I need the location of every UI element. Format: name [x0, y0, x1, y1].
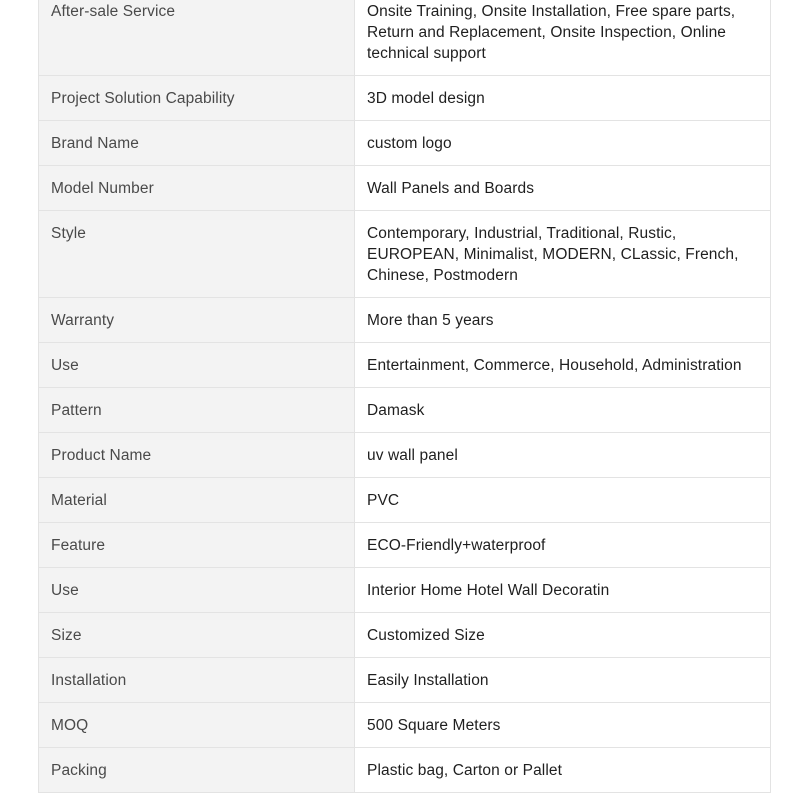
spec-value: Contemporary, Industrial, Traditional, Rustic, EUROPEAN, Minimalist, MODERN, CLassic, French, Chinese, Postmodern	[355, 211, 771, 298]
spec-row	[39, 211, 771, 298]
spec-label: Pattern	[39, 388, 355, 433]
spec-value: Interior Home Hotel Wall Decoratin	[355, 568, 771, 613]
spec-value: Customized Size	[355, 613, 771, 658]
spec-label: Feature	[39, 523, 355, 568]
spec-value: More than 5 years	[355, 298, 771, 343]
spec-label: Installation	[39, 658, 355, 703]
spec-value: uv wall panel	[355, 433, 771, 478]
spec-label: Use	[39, 568, 355, 613]
spec-row	[39, 343, 771, 388]
spec-row	[39, 568, 771, 613]
spec-label: Packing	[39, 748, 355, 793]
spec-label: Style	[39, 211, 355, 298]
spec-label: Brand Name	[39, 121, 355, 166]
spec-label: Project Solution Capability	[39, 76, 355, 121]
product-spec-table	[38, 0, 771, 793]
spec-label: Product Name	[39, 433, 355, 478]
spec-label: MOQ	[39, 703, 355, 748]
spec-value: 500 Square Meters	[355, 703, 771, 748]
spec-value: Plastic bag, Carton or Pallet	[355, 748, 771, 793]
spec-label: Material	[39, 478, 355, 523]
spec-value: 3D model design	[355, 76, 771, 121]
spec-label: Use	[39, 343, 355, 388]
spec-label: Size	[39, 613, 355, 658]
spec-value: Easily Installation	[355, 658, 771, 703]
spec-value: Wall Panels and Boards	[355, 166, 771, 211]
spec-label: Warranty	[39, 298, 355, 343]
spec-row	[39, 613, 771, 658]
spec-row	[39, 0, 771, 76]
spec-row	[39, 298, 771, 343]
spec-row	[39, 748, 771, 793]
spec-row	[39, 523, 771, 568]
spec-row	[39, 433, 771, 478]
spec-label: Model Number	[39, 166, 355, 211]
spec-value: Entertainment, Commerce, Household, Administration	[355, 343, 771, 388]
spec-label: After-sale Service	[39, 0, 355, 76]
spec-value: Onsite Training, Onsite Installation, Free spare parts, Return and Replacement, Onsite Inspection, Online technical support	[355, 0, 771, 76]
spec-row	[39, 121, 771, 166]
spec-value: PVC	[355, 478, 771, 523]
spec-value: ECO-Friendly+waterproof	[355, 523, 771, 568]
spec-row	[39, 703, 771, 748]
spec-row	[39, 658, 771, 703]
spec-value: Damask	[355, 388, 771, 433]
spec-value: custom logo	[355, 121, 771, 166]
spec-row	[39, 166, 771, 211]
spec-row	[39, 388, 771, 433]
spec-row	[39, 76, 771, 121]
spec-row	[39, 478, 771, 523]
